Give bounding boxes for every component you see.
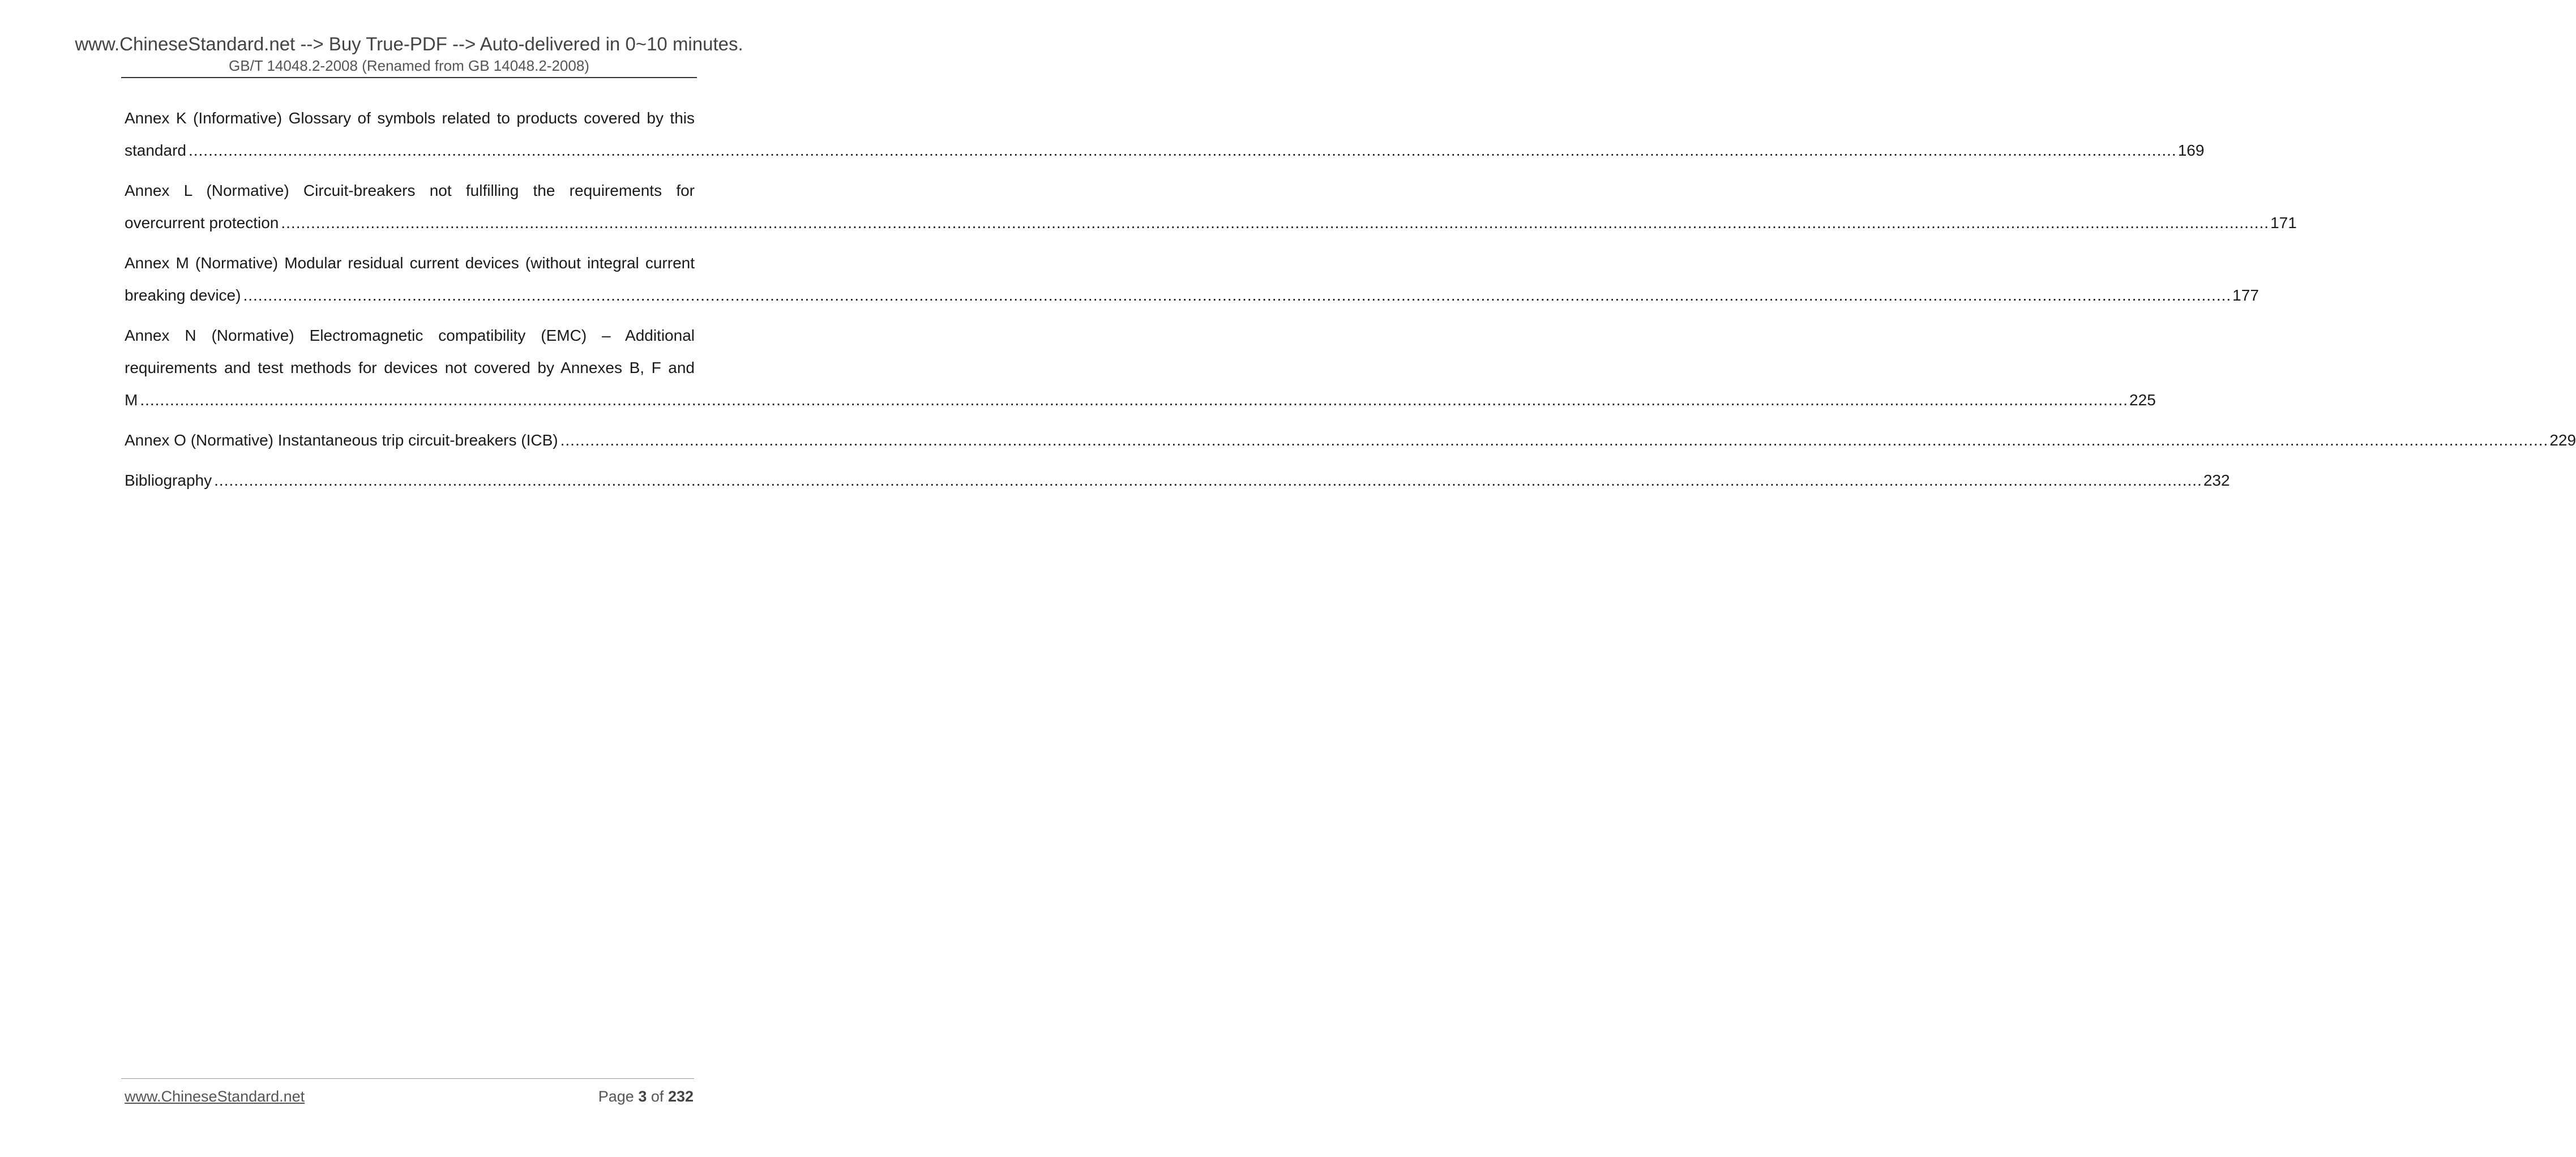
footer-page-counter xyxy=(598,1087,694,1106)
toc-entry-annex-m[interactable] xyxy=(125,247,2259,311)
toc-page-number: 232 xyxy=(2203,472,2230,489)
toc-entry-last-line xyxy=(125,464,2230,496)
current-page-number: 3 xyxy=(638,1088,647,1105)
total-page-number: 232 xyxy=(667,1088,694,1105)
toc-entry-annex-k[interactable] xyxy=(125,102,2205,166)
toc-page-number: 169 xyxy=(2177,142,2205,159)
table-of-contents xyxy=(125,102,2576,504)
toc-entry-last-line xyxy=(125,279,2259,311)
toc-entry-last-line xyxy=(125,424,2576,456)
header-banner[interactable]: www.ChineseStandard.net --> Buy True-PDF --> Auto-delivered in 0~10 minutes. xyxy=(75,33,743,54)
header-standard-id: GB/T 14048.2-2008 (Renamed from GB 14048.2-2008) xyxy=(229,57,589,74)
toc-entry-text: Bibliography xyxy=(125,472,212,489)
toc-entry-last-line xyxy=(125,384,2156,416)
toc-leader-dots: ................................................................................................................................................................................................................................................................................................................................................................................................................ xyxy=(214,472,2202,489)
toc-entry-annex-n[interactable] xyxy=(125,319,2156,416)
toc-entry-text: overcurrent protection xyxy=(125,214,279,232)
toc-page-number: 225 xyxy=(2129,391,2156,409)
toc-entry-annex-l[interactable] xyxy=(125,174,2297,239)
toc-leader-dots: ................................................................................................................................................................................................................................................................................................................................................................................................................ xyxy=(560,431,2549,449)
toc-entry-annex-o[interactable] xyxy=(125,424,2576,456)
toc-page-number: 171 xyxy=(2270,214,2297,232)
toc-page-number: 177 xyxy=(2232,286,2259,304)
toc-entry-text: Annex N (Normative) Electromagnetic compatibility (EMC) – Additional xyxy=(125,327,695,344)
toc-leader-dots: ................................................................................................................................................................................................................................................................................................................................................................................................................ xyxy=(140,391,2129,409)
toc-leader-dots: ................................................................................................................................................................................................................................................................................................................................................................................................................ xyxy=(188,142,2177,159)
header-divider xyxy=(121,77,697,78)
toc-entry-text: Annex K (Informative) Glossary of symbols related to products covered by this xyxy=(125,109,695,127)
toc-entry-text: standard xyxy=(125,142,186,159)
page-label: Page xyxy=(598,1088,634,1105)
footer-divider xyxy=(121,1078,694,1079)
toc-entry-text: breaking device) xyxy=(125,286,241,304)
toc-leader-dots: ................................................................................................................................................................................................................................................................................................................................................................................................................ xyxy=(243,286,2232,304)
toc-entry-text: Annex L (Normative) Circuit-breakers not fulfilling the requirements for xyxy=(125,182,695,199)
page-header xyxy=(0,33,818,75)
toc-entry-text: M xyxy=(125,391,138,409)
toc-entry-last-line xyxy=(125,134,2205,166)
toc-entry-bibliography[interactable] xyxy=(125,464,2230,496)
toc-entry-text: Annex O (Normative) Instantaneous trip circuit-breakers (ICB) xyxy=(125,431,558,449)
toc-entry-last-line xyxy=(125,207,2297,239)
page-of-label: of xyxy=(651,1088,664,1105)
toc-entry-text: requirements and test methods for devices not covered by Annexes B, F and xyxy=(125,359,695,376)
footer-site-link[interactable]: www.ChineseStandard.net xyxy=(125,1088,305,1105)
toc-page-number: 229 xyxy=(2549,431,2576,449)
toc-entry-text: Annex M (Normative) Modular residual current devices (without integral current xyxy=(125,254,695,272)
toc-leader-dots: ................................................................................................................................................................................................................................................................................................................................................................................................................ xyxy=(281,214,2270,232)
